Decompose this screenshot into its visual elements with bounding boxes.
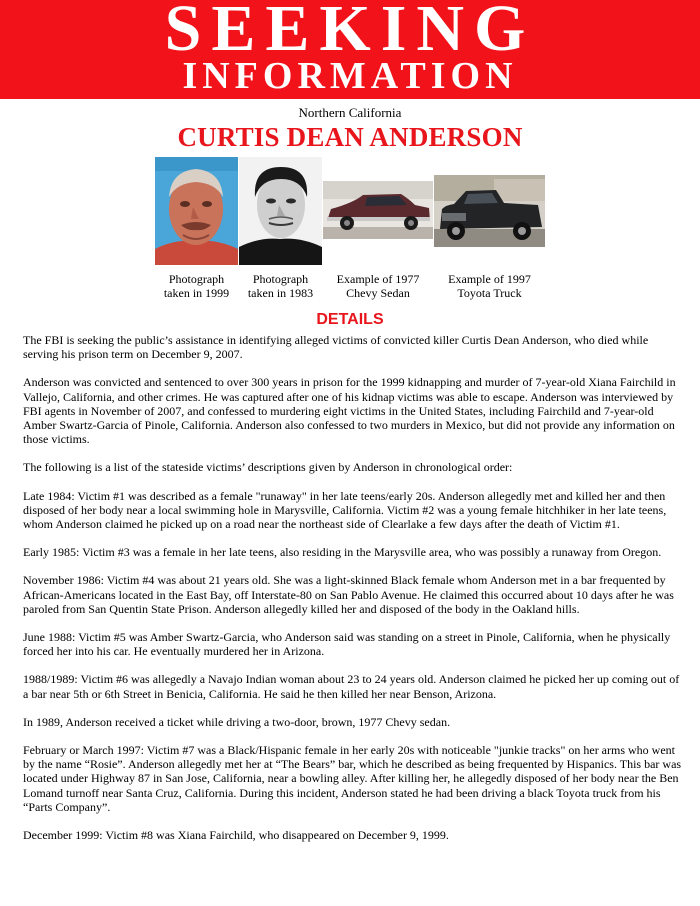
paragraph: 1988/1989: Victim #6 was allegedly a Navajo Indian woman about 23 to 24 years old. Anderson claimed he picked her up coming out of a bar near 5th or 6th Street in Benicia, California. He said he then killed her near Benson, Arizona.: [23, 672, 680, 701]
paragraph: June 1988: Victim #5 was Amber Swartz-Garcia, who Anderson said was standing on a street in Pinole, California, when he physically forced her into his car. He eventually murdered her in Arizona.: [23, 630, 671, 659]
caption-line: Chevy Sedan: [346, 286, 410, 300]
photo-caption-1983: [234, 272, 327, 300]
photo-caption-toyota: [434, 272, 545, 300]
paragraph: December 1999: Victim #8 was Xiana Fairchild, who disappeared on December 9, 1999.: [23, 828, 449, 843]
details-body: [23, 333, 683, 856]
caption-line: Toyota Truck: [457, 286, 522, 300]
paragraph: Anderson was convicted and sentenced to over 300 years in prison for the 1999 kidnapping and murder of 7-year-old Xiana Fairchild in Vallejo, California, and other crimes. He was captured after one of his kidnap victims was able to escape. Anderson was interviewed by FBI agents in November of 2007, and confessed to murdering eight victims in the United States, including Fairchild and 7-year-old Amber Swartz-Garcia of Pinole, California. Anderson also confessed to two murders in Mexico, but did not provide any information on those victims.: [23, 375, 676, 447]
caption-line: Example of 1997: [448, 272, 531, 286]
caption-line: taken in 1983: [247, 286, 314, 300]
paragraph: February or March 1997: Victim #7 was a Black/Hispanic female in her early 20s with noticeable "junkie tracks" on her arms who went by the name “Rosie”. Anderson allegedly met her at “The Bears” bar, which he described as being frequented by Hispanics. This bar was located under Highway 87 in San Jose, California, near a bowling alley. After killing her, he allegedly disposed of her body near the Ben Lomand turnoff near Santa Cruz, California. During this incident, Anderson stated he had been driving a black Toyota truck from his “Parts Company”.: [23, 743, 682, 814]
chevy-sedan-image: [323, 181, 433, 239]
subject-photo-1983: [239, 157, 322, 265]
banner-title: SEEKING: [164, 0, 536, 65]
paragraph: The following is a list of the stateside victims’ descriptions given by Anderson in chronological order:: [23, 460, 513, 475]
banner-subtitle: INFORMATION: [182, 55, 518, 97]
details-heading: DETAILS: [316, 311, 384, 328]
seeking-information-banner: [0, 0, 700, 99]
caption-line: Example of 1977: [336, 272, 420, 286]
paragraph: Early 1985: Victim #3 was a female in her late teens, also residing in the Marysville area, who was possibly a runaway from Oregon.: [23, 545, 662, 560]
paragraph: November 1986: Victim #4 was about 21 years old. She was a light-skinned Black female whom Anderson met in a bar frequented by African-Americans located in the East Bay, off Interstate-80 on San Pablo Avenue. He claimed this occurred about 10 days after he was paroled from San Quentin State Prison. Anderson allegedly killed her and disposed of the body in the Oakland hills.: [23, 573, 674, 616]
photo-caption-1999: [150, 272, 243, 300]
photo-caption-chevy: [323, 272, 433, 300]
paragraph: The FBI is seeking the public’s assistance in identifying alleged victims of convicted killer Curtis Dean Anderson, who died while serving his prison term on December 9, 2007.: [23, 333, 649, 362]
paragraph: Late 1984: Victim #1 was described as a female "runaway" in her late teens/early 20s. Anderson allegedly met and killed her and then disposed of her body near a local swimming hole in Marysville, California. Victim #2 was a young female hitchhiker in her late teens, whom Anderson claimed he picked up on a road near the northeast side of Clearlake a few days after the death of Victim #1.: [23, 488, 667, 532]
toyota-truck-image: [434, 175, 545, 247]
paragraph: In 1989, Anderson received a ticket while driving a two-door, brown, 1977 Chevy sedan.: [23, 714, 451, 729]
region-label: Northern California: [298, 105, 402, 120]
caption-line: Photograph: [252, 272, 309, 286]
caption-line: taken in 1999: [163, 286, 230, 300]
subject-photo-1999: [155, 157, 238, 265]
caption-line: Photograph: [168, 272, 225, 286]
subject-name: CURTIS DEAN ANDERSON: [177, 122, 523, 152]
